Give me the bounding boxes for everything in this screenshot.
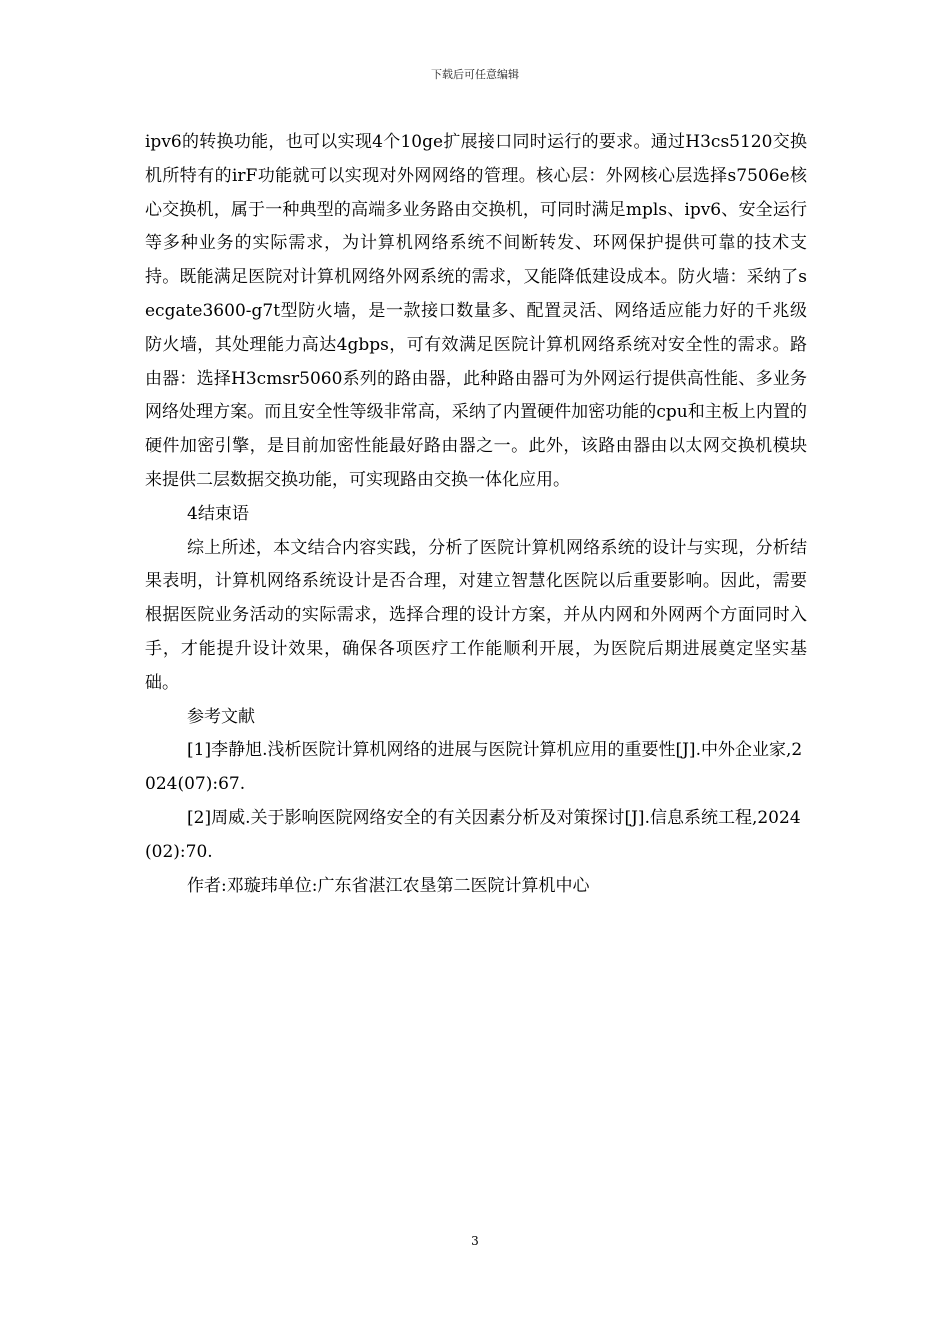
- header-note: 下载后可任意编辑: [431, 68, 519, 81]
- conclusion-paragraph: 综上所述，本文结合内容实践，分析了医院计算机网络系统的设计与实现，分析结果表明，计算机网络系统设计是否合理，对建立智慧化医院以后重要影响。因此，需要根据医院业务活动的实际需求，选择合理的设计方案，并从内网和外网两个方面同时入手，才能提升设计效果，确保各项医疗工作能顺利开展，为医院后期进展奠定坚实基础。: [145, 537, 807, 693]
- author-line: 作者:邓璇玮单位:广东省湛江农垦第二医院计算机中心: [187, 875, 590, 896]
- reference-item-2: [2]周威.关于影响医院网络安全的有关因素分析及对策探讨[J].信息系统工程,2024(02):70.: [145, 807, 801, 862]
- reference-item-1: [1]李静旭.浅析医院计算机网络的进展与医院计算机应用的重要性[J].中外企业家,2024(07):67.: [145, 740, 803, 795]
- section-heading: 4结束语: [187, 503, 249, 524]
- page-number: 3: [471, 1234, 479, 1248]
- document-body: [145, 126, 807, 903]
- body-paragraph: ipv6的转换功能，也可以实现4个10ge扩展接口同时运行的要求。通过H3cs5120交换机所特有的irF功能就可以实现对外网网络的管理。核心层：外网核心层选择s7506e核心交换机，属于一种典型的高端多业务路由交换机，可同时满足mpls、ipv6、安全运行等多种业务的实际需求，为计算机网络系统不间断转发、环网保护提供可靠的技术支持。既能满足医院对计算机网络外网系统的需求，又能降低建设成本。防火墙：采纳了secgate3600-g7t型防火墙，是一款接口数量多、配置灵活、网络适应能力好的千兆级防火墙，其处理能力高达4gbps，可有效满足医院计算机网络系统对安全性的需求。路由器：选择H3cmsr5060系列的路由器，此种路由器可为外网运行提供高性能、多业务网络处理方案。而且安全性等级非常高，采纳了内置硬件加密功能的cpu和主板上内置的硬件加密引擎，是目前加密性能最好路由器之一。此外，该路由器由以太网交换机模块来提供二层数据交换功能，可实现路由交换一体化应用。: [145, 132, 807, 490]
- references-heading: 参考文献: [187, 706, 255, 727]
